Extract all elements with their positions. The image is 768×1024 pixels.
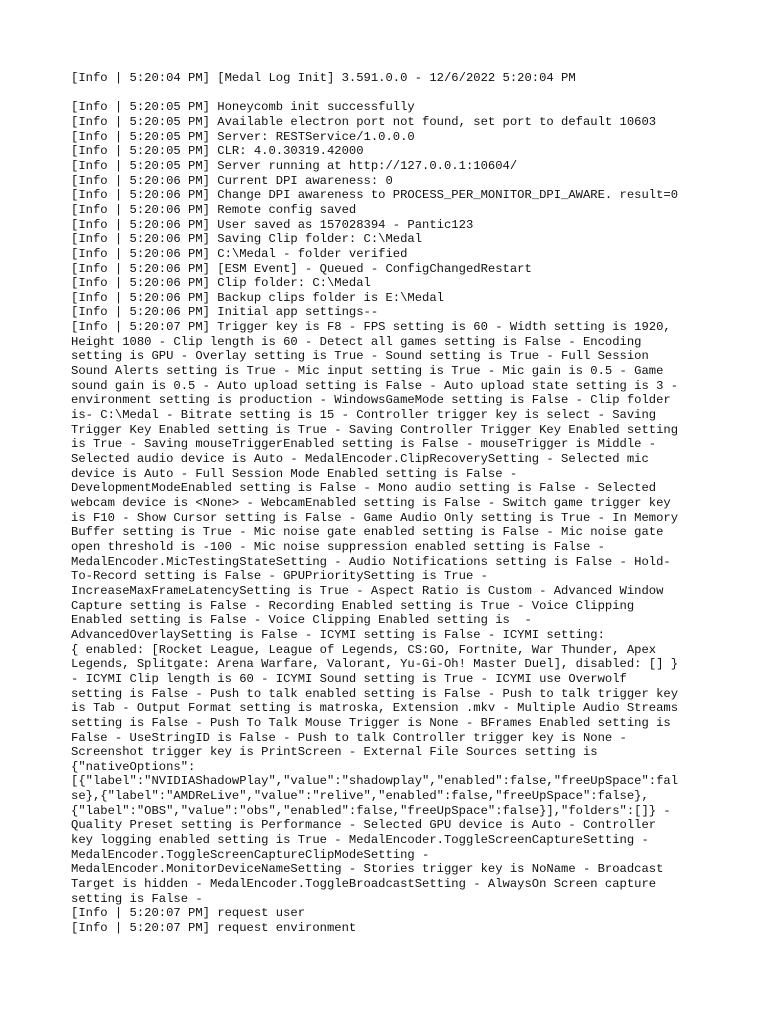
log-line: [Info | 5:20:05 PM] CLR: 4.0.30319.42000 <box>71 144 364 159</box>
log-init-block <box>71 71 708 86</box>
log-line: [Info | 5:20:06 PM] Remote config saved <box>71 202 357 217</box>
log-entries <box>71 100 708 935</box>
log-line: [Info | 5:20:05 PM] Available electron port not found, set port to default 10603 <box>71 114 657 129</box>
log-line: [Info | 5:20:06 PM] [ESM Event] - Queued - ConfigChangedRestart <box>71 261 532 276</box>
log-settings-entry: [Info | 5:20:07 PM] Trigger key is F8 - FPS setting is 60 - Width setting is 1920, Height 1080 - Clip length is 60 - Detect all games setting is False - Encoding setting is GPU - Overlay setting is True - Sound setting is True - Full Session Sound Alerts setting is True - Mic input setting is True - Mic gain is 0.5 - Game sound gain is 0.5 - Auto upload setting is False - Auto upload state setting is 3 - environment setting is production - WindowsGameMode setting is False - Clip folder is- C:\Medal - Bitrate setting is 15 - Controller trigger key is select - Saving Trigger Key Enabled setting is True - Saving Controller Trigger Key Enabled setting is True - Saving mouseTriggerEnabled setting is False - mouseTrigger is Middle - Selected audio device is Auto - MedalEncoder.ClipRecoverySetting - Selected mic device is Auto - Full Session Mode Enabled setting is False - DevelopmentModeEnabled setting is False - Mono audio setting is False - Selected webcam device is <None> - WebcamEnabled setting is False - Switch game trigger key is F10 - Show Cursor setting is False - Game Audio Only setting is True - In Memory Buffer setting is True - Mic noise gate enabled setting is False - Mic noise gate open threshold is -100 - Mic noise suppression enabled setting is False - MedalEncoder.MicTestingStateSetting - Audio Notifications setting is False - Hold- To-Record setting is False - GPUPrioritySetting is True - IncreaseMaxFrameLatencySetting is True - Aspect Ratio is Custom - Advanced Window Capture setting is False - Recording Enabled setting is True - Voice Clipping Enabled setting is False - Voice Clipping Enabled setting is - AdvancedOverlaySetting is False - ICYMI setting is False - ICYMI setting: { enabled: [Rocket League, League of Legends, CS:GO, Fortnite, War Thunder, Apex Legends, Splitgate: Arena Warfare, Valorant, Yu-Gi-Oh! Master Duel], disabled: [] } - ICYMI Clip length is 60 - ICYMI Sound setting is True - ICYMI use Overwolf setting is False - Push to talk enabled setting is False - Push to talk trigger key is Tab - Output Format setting is matroska, Extension .mkv - Multiple Audio Streams setting is False - Push To Talk Mouse Trigger is None - BFrames Enabled setting is False - UseStringID is False - Push to talk Controller trigger key is None - Screenshot trigger key is PrintScreen - External File Sources setting is {"nativeOptions": [{"label":"NVIDIAShadowPlay","value":"shadowplay","enabled":false,"freeUpSpace":fal se},{"label":"AMDReLive","value":"relive","enabled":false,"freeUpSpace":false}, {"label":"OBS","value":"obs","enabled":false,"freeUpSpace":false}],"folders":[]} - Quality Preset setting is Performance - Selected GPU device is Auto - Controller key logging enabled setting is True - MedalEncoder.ToggleScreenCaptureSetting - MedalEncoder.ToggleScreenCaptureClipModeSetting - MedalEncoder.MonitorDeviceNameSetting - Stories trigger key is NoName - Broadcast Target is hidden - MedalEncoder.ToggleBroadcastSetting - AlwaysOn Screen capture setting is False - <box>71 320 679 906</box>
log-line: [Info | 5:20:07 PM] request user <box>71 906 306 921</box>
log-line: [Info | 5:20:06 PM] Clip folder: C:\Medal <box>71 276 371 291</box>
log-line: [Info | 5:20:06 PM] Saving Clip folder: C:\Medal <box>71 232 423 247</box>
log-line: [Info | 5:20:07 PM] request environment <box>71 921 357 936</box>
log-line: [Info | 5:20:06 PM] Current DPI awareness: 0 <box>71 173 393 188</box>
log-line: [Info | 5:20:06 PM] Backup clips folder is E:\Medal <box>71 290 444 305</box>
log-line: [Info | 5:20:06 PM] C:\Medal - folder verified <box>71 246 408 261</box>
log-line: [Info | 5:20:05 PM] Server: RESTService/1.0.0.0 <box>71 129 415 144</box>
log-line: [Info | 5:20:05 PM] Server running at http://127.0.0.1:10604/ <box>71 158 518 173</box>
log-line: [Info | 5:20:06 PM] User saved as 157028394 - Pantic123 <box>71 217 474 232</box>
log-init-line: [Info | 5:20:04 PM] [Medal Log Init] 3.591.0.0 - 12/6/2022 5:20:04 PM <box>71 71 576 85</box>
log-line: [Info | 5:20:06 PM] Initial app settings-- <box>71 305 379 320</box>
log-line: [Info | 5:20:05 PM] Honeycomb init successfully <box>71 100 415 115</box>
log-line: [Info | 5:20:06 PM] Change DPI awareness to PROCESS_PER_MONITOR_DPI_AWARE. result=0 <box>71 188 679 203</box>
